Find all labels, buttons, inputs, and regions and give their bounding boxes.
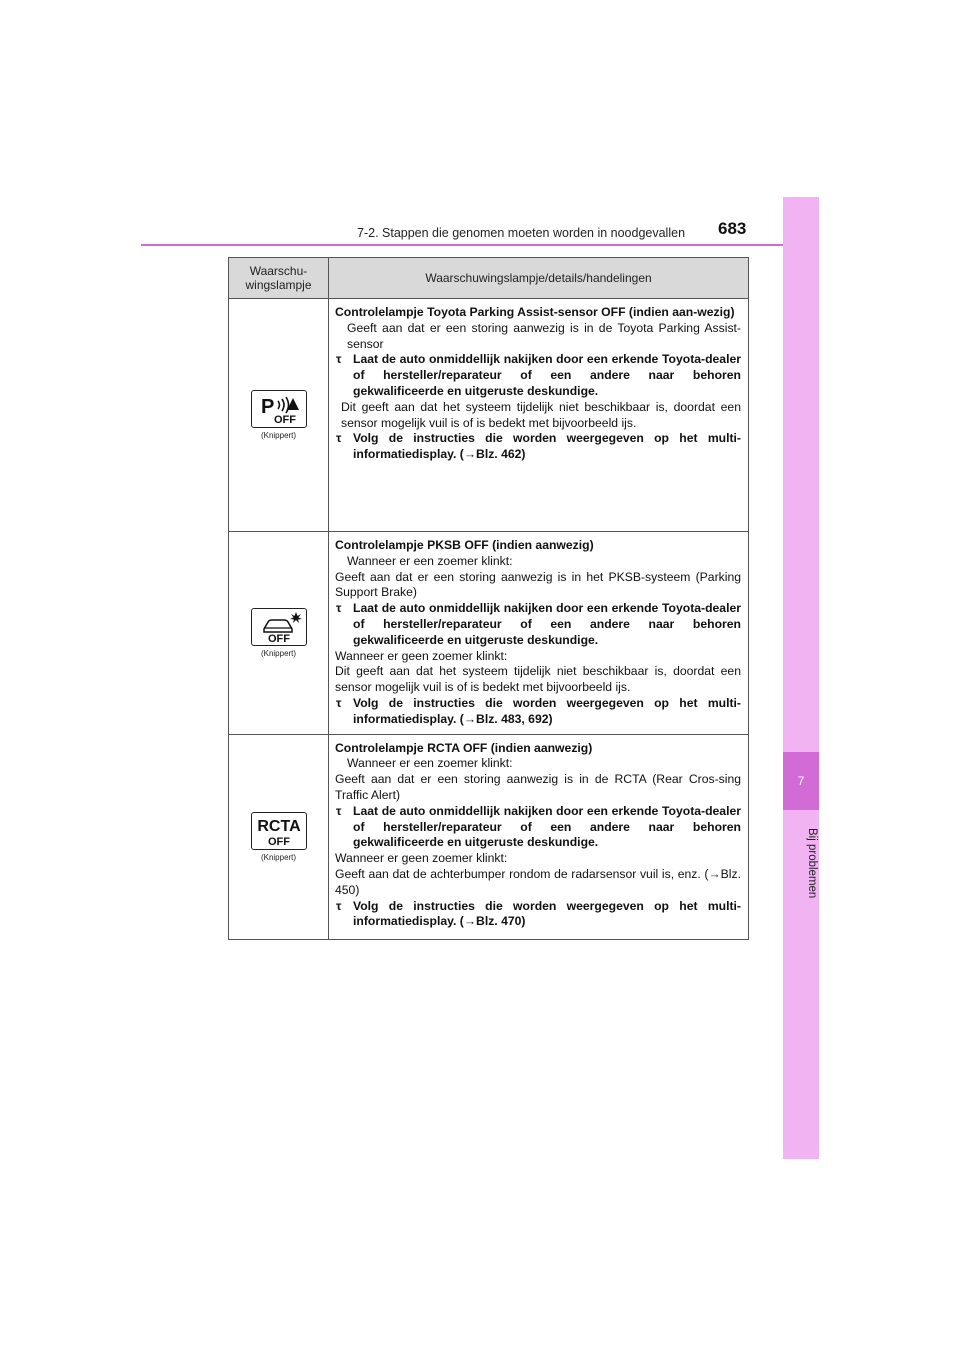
action-bullet: τ Laat de auto onmiddellijk nakijken door een erkende Toyota-dealer of hersteller/reparateur of een andere naar behoren gekwalificeerde en uitgeruste deskundige. bbox=[335, 352, 741, 399]
table-header-row bbox=[229, 258, 749, 299]
icon-caption: (Knippert) bbox=[260, 431, 297, 440]
warning-lights-table bbox=[228, 257, 749, 940]
icon-cell bbox=[229, 532, 329, 735]
item-title: Controlelampje RCTA OFF (indien aanwezig) bbox=[335, 740, 593, 755]
header-details: Waarschuwingslampje/details/handelingen bbox=[329, 258, 749, 299]
item-text: Geeft aan dat er een storing aanwezig is in het PKSB-systeem (Parking Support Brake) bbox=[335, 569, 741, 600]
action-bullet: τ Volg de instructies die worden weergegeven op het multi-informatiedisplay. (→Blz. 483, 692) bbox=[335, 696, 741, 728]
chapter-sidebar bbox=[783, 197, 819, 1159]
item-text: Geeft aan dat de achterbumper rondom de radarsensor vuil is, enz. (→Blz. 450) bbox=[335, 866, 741, 897]
section-title: 7-2. Stappen die genomen moeten worden in noodgevallen bbox=[357, 226, 686, 240]
item-text: Dit geeft aan dat het systeem tijdelijk niet beschikbaar is, doordat een sensor mogelijk vuil is of is bedekt met bijvoorbeeld ijs. bbox=[341, 399, 741, 430]
icon-label: RCTA bbox=[256, 817, 301, 835]
item-text: Dit geeft aan dat het systeem tijdelijk niet beschikbaar is, doordat een sensor mogelijk vuil is of is bedekt met bijvoorbeeld ijs. bbox=[335, 664, 741, 695]
item-text: Wanneer er geen zoemer klinkt: bbox=[335, 851, 508, 866]
chapter-title: Bij problemen bbox=[806, 827, 818, 899]
icon-cell bbox=[229, 299, 329, 532]
header-divider bbox=[141, 244, 819, 246]
icon-caption: (Knippert) bbox=[260, 648, 297, 658]
icon-sublabel: OFF bbox=[267, 835, 290, 848]
action-bullet: τ Volg de instructies die worden weergegeven op het multi-informatiedisplay. (→Blz. 470) bbox=[335, 899, 741, 931]
parking-assist-off-icon bbox=[251, 390, 307, 428]
action-bullet: τ Laat de auto onmiddellijk nakijken door een erkende Toyota-dealer of hersteller/reparateur of een andere naar behoren gekwalificeerde en uitgeruste deskundige. bbox=[335, 804, 741, 851]
header-warning-light bbox=[229, 258, 329, 299]
rcta-off-icon bbox=[251, 812, 307, 850]
icon-caption: (Knippert) bbox=[260, 852, 297, 862]
item-text: Wanneer er een zoemer klinkt: bbox=[347, 756, 513, 771]
action-bullet: τ Volg de instructies die worden weergegeven op het multi-informatiedisplay. (→Blz. 462) bbox=[335, 431, 741, 463]
icon-cell bbox=[229, 734, 329, 939]
header-warning-light-label: Waarschu- wingslampje bbox=[245, 264, 312, 292]
item-text: Wanneer er geen zoemer klinkt: bbox=[335, 648, 508, 663]
description-cell bbox=[329, 299, 749, 532]
table-row bbox=[229, 299, 749, 532]
icon-label: OFF bbox=[273, 414, 296, 426]
icon-label: OFF bbox=[267, 632, 290, 645]
table-row bbox=[229, 734, 749, 939]
description-cell bbox=[329, 734, 749, 939]
item-text: Wanneer er een zoemer klinkt: bbox=[347, 553, 513, 568]
svg-text:P: P bbox=[260, 396, 274, 418]
description-cell bbox=[329, 532, 749, 735]
page-number: 683 bbox=[718, 219, 747, 238]
chapter-number-tab: 7 bbox=[783, 752, 819, 810]
table-row bbox=[229, 532, 749, 735]
item-title: Controlelampje Toyota Parking Assist-sensor OFF (indien aan-wezig) bbox=[335, 305, 735, 319]
pksb-off-icon bbox=[251, 608, 307, 646]
item-text: Geeft aan dat er een storing aanwezig is in de Toyota Parking Assist-sensor bbox=[347, 320, 741, 351]
item-title: Controlelampje PKSB OFF (indien aanwezig) bbox=[335, 538, 594, 552]
action-bullet: τ Laat de auto onmiddellijk nakijken door een erkende Toyota-dealer of hersteller/reparateur of een andere naar behoren gekwalificeerde en uitgeruste deskundige. bbox=[335, 601, 741, 648]
item-text: Geeft aan dat er een storing aanwezig is in de RCTA (Rear Cros-sing Traffic Alert) bbox=[335, 772, 741, 802]
